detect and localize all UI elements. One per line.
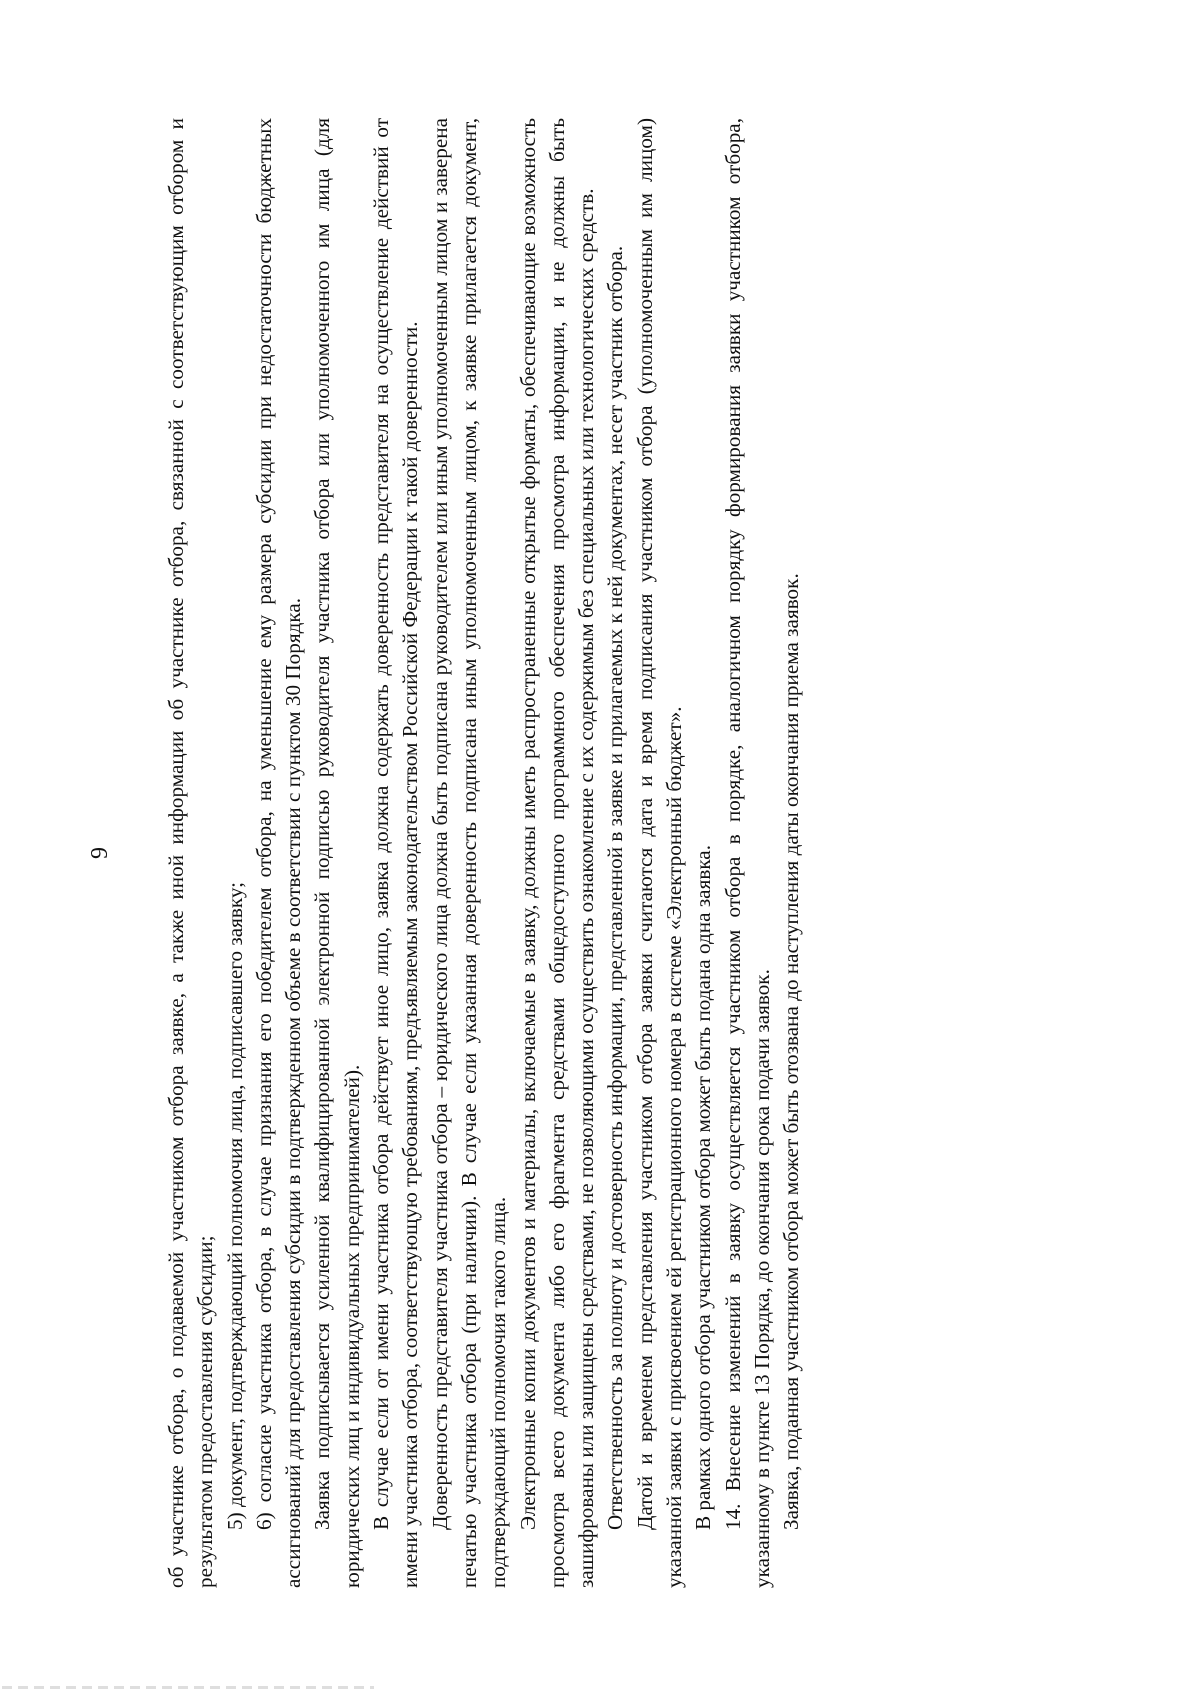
paragraph: Заявка, поданная участником отбора может быть отозвана до наступления даты окончания приема заявок. (779, 573, 804, 1530)
paragraph: Заявка подписывается усиленной квалифицированной электронной подписью руководителя участника отбора или уполномоченного им лица (для юридических лиц и индивидуальных предпринимателей). (310, 118, 364, 1588)
document-body (162, 118, 807, 1588)
paragraph: 5) документ, подтверждающий полномочия лица, подписавшего заявку; (222, 881, 247, 1530)
paragraph: Доверенность представителя участника отбора – юридического лица должна быть подписана руководителем или иным уполномоченным лицом и заверена печатью участника отбора (при наличии). В случае если указанная доверенность подписана иным уполномоченным лицом, к заявке прилагается документ, подтверждающий полномочия такого лица. (427, 118, 511, 1588)
paragraph: об участнике отбора, о подаваемой участником отбора заявке, а также иной информации об участнике отбора, связанной с соответствующим отбором и результатом предоставления субсидии; (164, 118, 218, 1588)
page-number: 9 (87, 847, 113, 859)
scan-artifact (2, 1686, 374, 1689)
paragraph: Ответственность за полноту и достоверность информации, представленной в заявке и прилагаемых к ней документах, несет участник отбора. (603, 245, 628, 1530)
paragraph: 6) согласие участника отбора, в случае признания его победителем отбора, на уменьшение ему размера субсидии при недостаточности бюджетных ассигнований для предоставления субсидии в подтвержденном объеме в соответствии с пунктом 30 Порядка. (251, 118, 306, 1588)
paragraph: В рамках одного отбора участником отбора может быть подана одна заявка. (691, 844, 716, 1530)
rotated-text-block (87, 118, 807, 1588)
paragraph: 14. Внесение изменений в заявку осуществляется участником отбора в порядке, аналогичном порядку формирования заявки участником отбора, указанному в пункте 13 Порядка, до окончания срока подачи заявок. (720, 118, 774, 1588)
paragraph: Электронные копии документов и материалы, включаемые в заявку, должны иметь распространенные открытые форматы, обеспечивающие возможность просмотра всего документа либо его фрагмента средствами общедоступного программного обеспечения просмотра информации, и не должны быть зашифрованы или защищены средствами, не позволяющими осуществить ознакомление с их содержимым без специальных или технологических средств. (515, 118, 599, 1588)
paragraph: Датой и временем представления участником отбора заявки считаются дата и время подписания участником отбора (уполномоченным им лицом) указанной заявки с присвоением ей регистрационного номера в системе «Электронный бюджет». (632, 118, 687, 1588)
paragraph: В случае если от имени участника отбора действует иное лицо, заявка должна содержать доверенность представителя на осуществление действий от имени участника отбора, соответствующую требованиям, предъявляемым законодательством Российской Федерации к такой доверенности. (369, 118, 423, 1588)
